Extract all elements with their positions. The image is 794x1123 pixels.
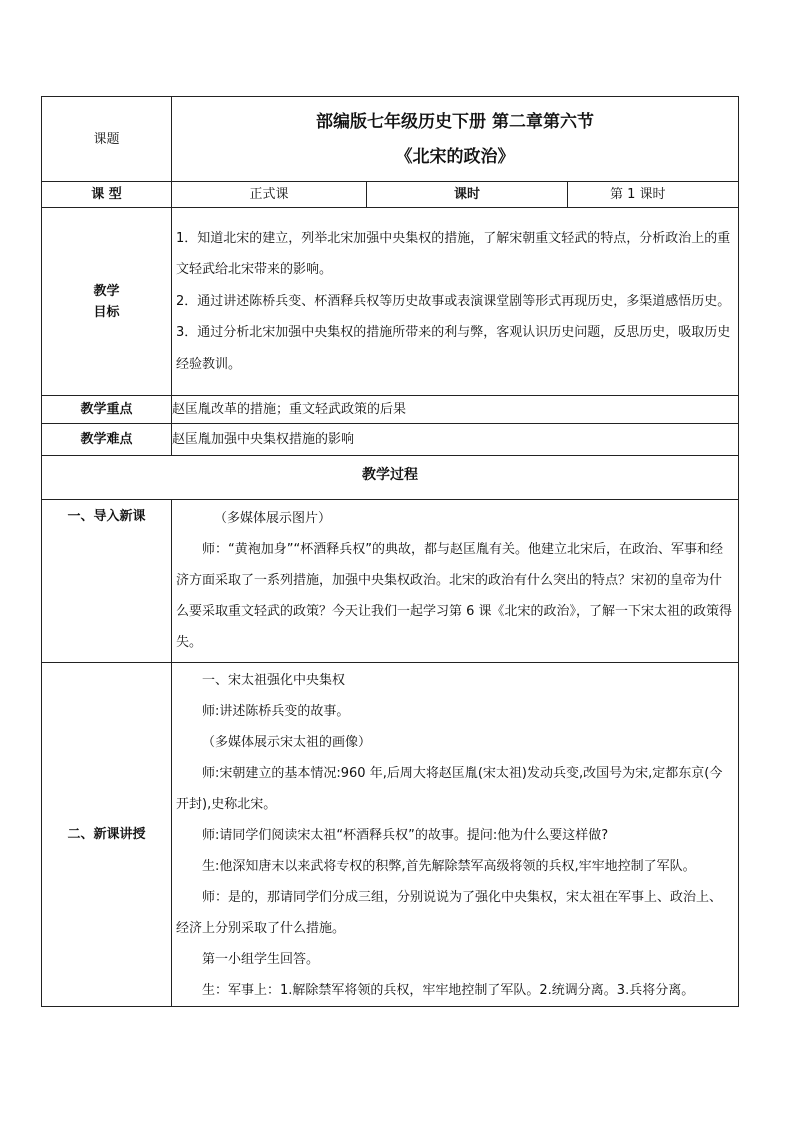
objectives-label-line1: 教学: [93, 283, 120, 299]
new-lesson-label: 二、新课讲授: [42, 663, 172, 1007]
type-value: 正式课: [172, 182, 367, 208]
objectives-label-line2: 目标: [93, 304, 120, 320]
lesson-paragraph: （多媒体展示宋太祖的画像）: [202, 735, 372, 750]
new-lesson-content: [172, 663, 739, 1007]
key-points-row: [42, 396, 739, 424]
lesson-plan-table: [41, 96, 739, 1007]
type-label: 课 型: [42, 182, 172, 208]
topic-label: 课题: [42, 97, 172, 182]
lesson-paragraph: 一、宋太祖强化中央集权: [202, 673, 346, 688]
lesson-title-line1: 部编版七年级历史下册 第二章第六节: [316, 111, 594, 132]
hours-value: 第 1 课时: [568, 182, 739, 208]
intro-row: [42, 500, 739, 663]
difficulties-label: 教学难点: [42, 424, 172, 456]
objective-item: 1．知道北宋的建立，列举北宋加强中央集权的措施，了解宋朝重文轻武的特点，分析政治上的重文轻武给北宋带来的影响。: [176, 230, 731, 278]
lesson-paragraph: 师:宋朝建立的基本情况:960 年,后周大将赵匡胤(宋太祖)发动兵变,改国号为宋,定都东京(今开封),史称北宋。: [176, 766, 723, 812]
process-heading-row: [42, 456, 739, 500]
intro-label: 一、导入新课: [42, 500, 172, 663]
lesson-title-line2: 《北宋的政治》: [395, 146, 515, 167]
process-heading: 教学过程: [42, 456, 739, 500]
type-row: [42, 182, 739, 208]
lesson-paragraph: 第一小组学生回答。: [202, 952, 320, 967]
objective-item: 2．通过讲述陈桥兵变、杯酒释兵权等历史故事或表演课堂剧等形式再现历史，多渠道感悟历史。: [176, 293, 731, 309]
lesson-paragraph: 师:请同学们阅读宋太祖“杯酒释兵权”的故事。提问:他为什么要这样做?: [202, 828, 609, 843]
objectives-content: [172, 208, 739, 396]
lesson-paragraph: 生：军事上：1.解除禁军将领的兵权，牢牢地控制了军队。2.统调分离。3.兵将分离。: [202, 983, 695, 998]
intro-paragraph: （多媒体展示图片）: [214, 511, 332, 526]
key-points-value: 赵匡胤改革的措施；重文轻武政策的后果: [172, 396, 739, 424]
hours-label: 课时: [367, 182, 568, 208]
lesson-paragraph: 师：是的，那请同学们分成三组，分别说说为了强化中央集权，宋太祖在军事上、政治上、经济上分别采取了什么措施。: [176, 890, 723, 936]
objectives-row: [42, 208, 739, 396]
key-points-label: 教学重点: [42, 396, 172, 424]
objective-item: 3．通过分析北宋加强中央集权的措施所带来的利与弊，客观认识历史问题，反思历史，吸取历史经验教训。: [176, 325, 731, 372]
lesson-paragraph: 生:他深知唐末以来武将专权的积弊,首先解除禁军高级将领的兵权,牢牢地控制了军队。: [202, 859, 696, 874]
lesson-paragraph: 师:讲述陈桥兵变的故事。: [202, 704, 350, 719]
objectives-label: [42, 208, 172, 396]
intro-paragraph: 师：“黄袍加身”“杯酒释兵权”的典故，都与赵匡胤有关。他建立北宋后，在政治、军事和经济方面采取了一系列措施，加强中央集权政治。北宋的政治有什么突出的特点？宋初的皇帝为什么要采取重文轻武的政策？今天让我们一起学习第 6 课《北宋的政治》，了解一下宋太祖的政策得失。: [176, 542, 733, 650]
intro-content: [172, 500, 739, 663]
new-lesson-row: [42, 663, 739, 1007]
difficulties-row: [42, 424, 739, 456]
topic-cell: [172, 97, 739, 182]
topic-row: [42, 97, 739, 182]
difficulties-value: 赵匡胤加强中央集权措施的影响: [172, 424, 739, 456]
